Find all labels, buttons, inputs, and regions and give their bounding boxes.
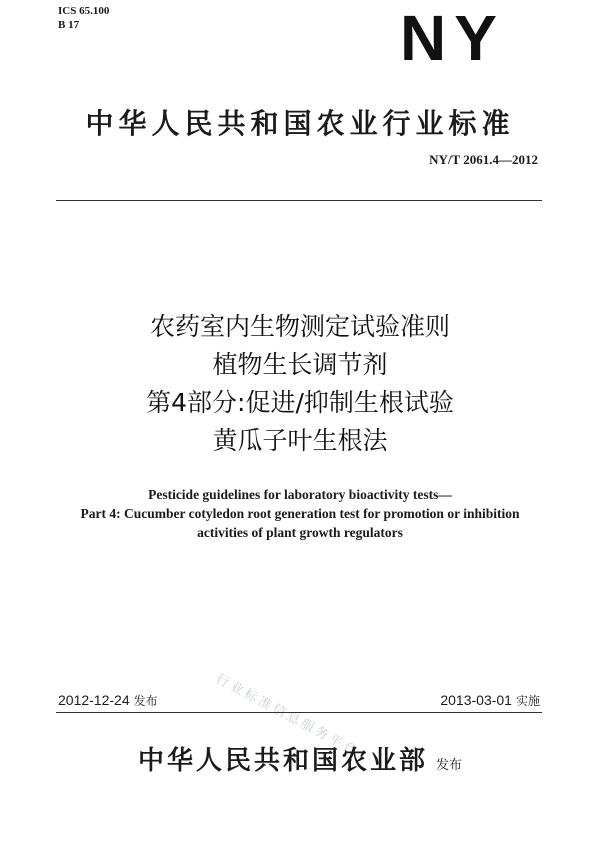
english-title-block — [0, 485, 600, 542]
publisher-label: 发布 — [436, 758, 463, 773]
issue-date-block — [58, 692, 158, 709]
chinese-title-line: 植物生长调节剂 — [212, 350, 388, 379]
implement-date-block — [440, 692, 540, 709]
chinese-title-line: 农药室内生物测定试验准则 — [149, 312, 450, 341]
chinese-title-line: 第4部分:促进/抑制生根试验 — [146, 388, 454, 417]
issue-label: 发布 — [133, 694, 158, 708]
publisher-name: 中华人民共和国农业部 — [137, 746, 428, 776]
chinese-title-block — [0, 308, 600, 460]
issue-date: 2012-12-24 — [58, 692, 130, 708]
ccs-code: B 17 — [58, 19, 80, 31]
chinese-title-line: 黄瓜子叶生根法 — [212, 426, 388, 455]
top-divider — [56, 200, 542, 201]
standard-code: NY/T 2061.4—2012 — [429, 152, 538, 167]
classification-codes — [58, 4, 109, 32]
watermark-text: 行业标准信息服务平台 — [213, 671, 362, 760]
bottom-divider — [56, 712, 542, 713]
ny-logo: NY — [400, 2, 505, 74]
implement-label: 实施 — [515, 694, 540, 708]
english-title-line: Pesticide guidelines for laboratory bioactivity tests— — [148, 487, 452, 502]
english-title-line: activities of plant growth regulators — [197, 525, 403, 540]
publisher-block — [0, 740, 600, 777]
implement-date: 2013-03-01 — [440, 692, 512, 708]
english-title-line: Part 4: Cucumber cotyledon root generation test for promotion or inhibition — [80, 506, 520, 521]
standard-category-title: 中华人民共和国农业行业标准 — [85, 107, 515, 140]
ics-code: ICS 65.100 — [58, 5, 110, 17]
